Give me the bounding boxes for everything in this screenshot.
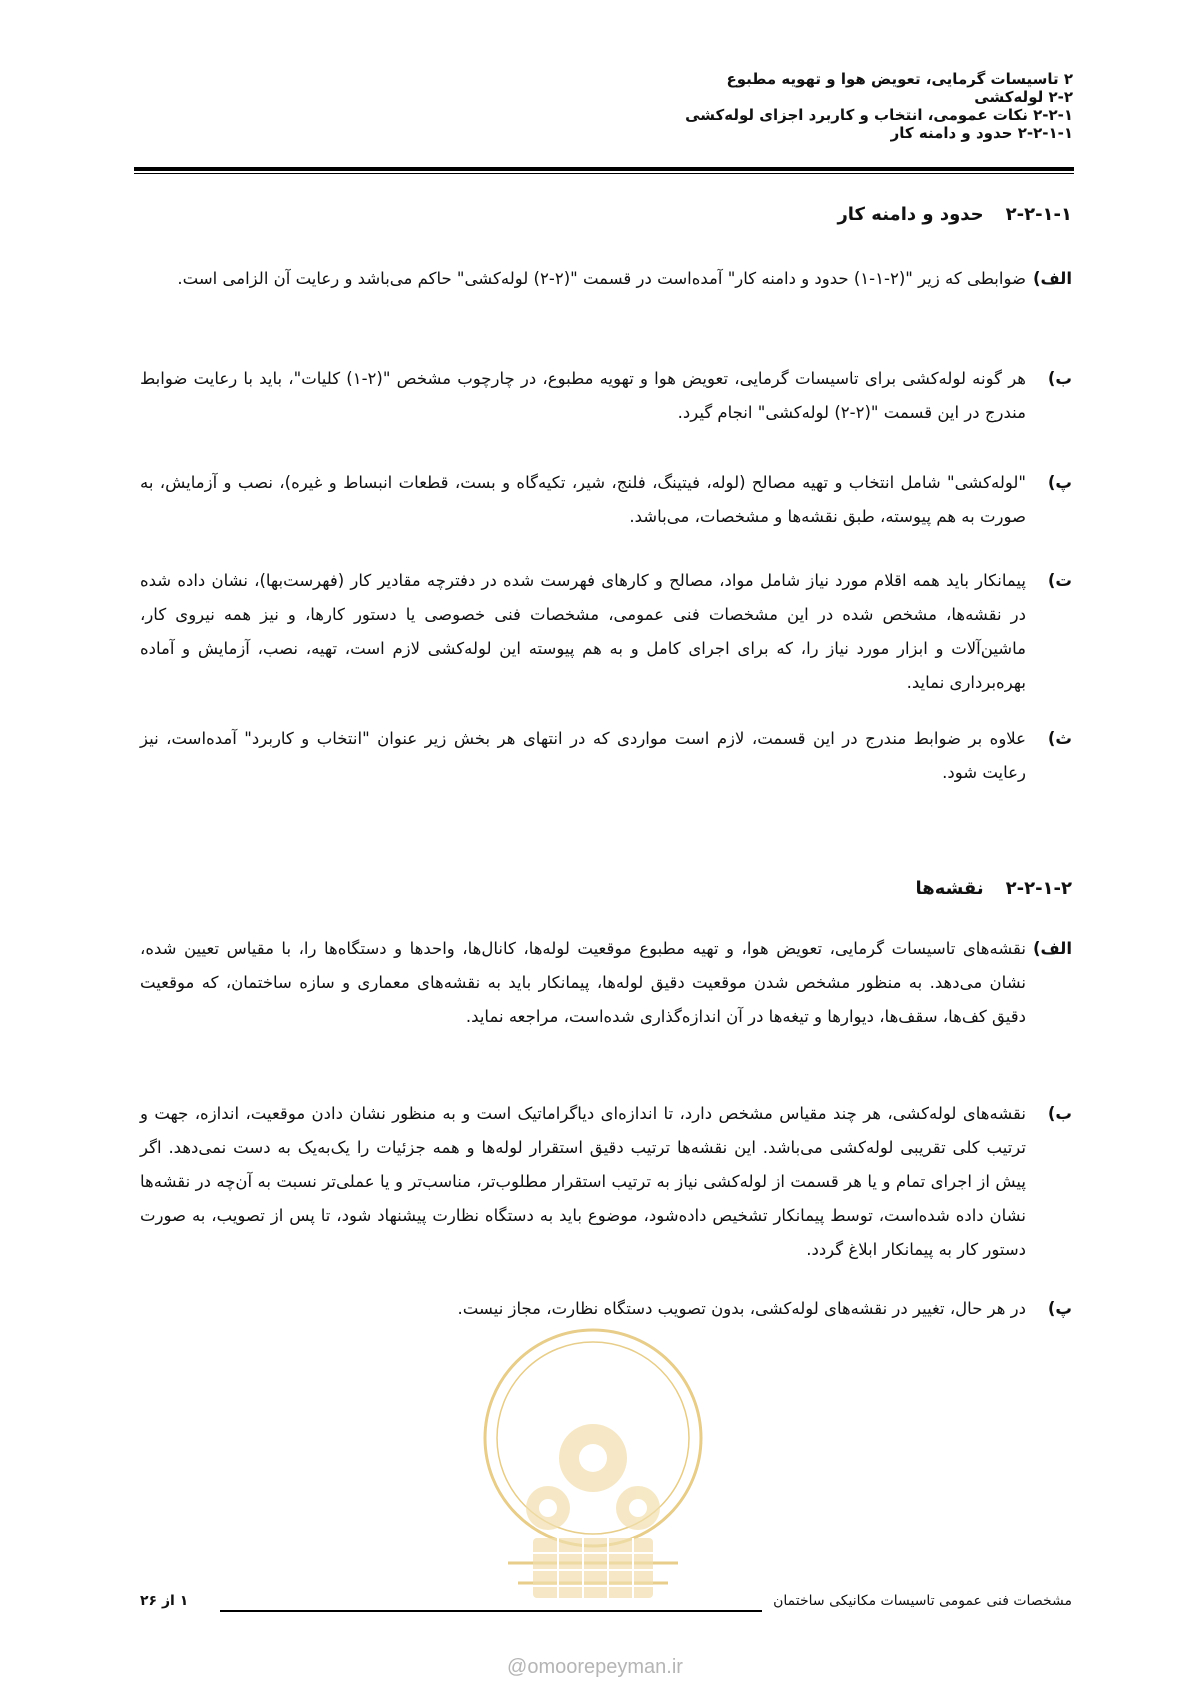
page-header (137, 70, 1073, 142)
header-divider-thick (134, 167, 1074, 171)
section-1-item-te (140, 564, 1072, 700)
item-text: "لوله‌کشی" شامل انتخاب و تهیه مصالح (لوله، فیتینگ، فلنج، شیر، تکیه‌گاه و بست، قطعات انبساط و غیره)، نصب و آزمایش، به صورت به هم پیوسته، طبق نقشه‌ها و مشخصات، می‌باشد. (140, 473, 1026, 526)
section-1-item-be (140, 362, 1072, 430)
footer-divider (220, 1610, 762, 1612)
item-text: هر گونه لوله‌کشی برای تاسیسات گرمایی، تعویض هوا و تهویه مطبوع، در چارچوب مشخص "(۲-۱) کلیات"، باید با رعایت ضوابط مندرج در این قسمت "(۲-۲) لوله‌کشی" انجام گیرد. (140, 369, 1026, 422)
seal-logo-icon (478, 1308, 708, 1608)
item-text: ضوابطی که زیر "(۲-۱-۱) حدود و دامنه کار" آمده‌است در قسمت "(۲-۲) لوله‌کشی" حاکم می‌باشد و رعایت آن الزامی است. (177, 269, 1026, 288)
item-marker: ب) (1047, 369, 1072, 388)
item-marker: پ) (1047, 1299, 1072, 1318)
header-line-1: ۲ تاسیسات گرمایی، تعویض هوا و تهویه مطبوع (726, 70, 1073, 88)
header-line-4: ۲-۲-۱-۱ حدود و دامنه کار (890, 124, 1073, 142)
header-divider-thin (134, 173, 1074, 174)
header-line-2: ۲-۲ لوله‌کشی (974, 88, 1073, 106)
page-number: ۱ از ۲۶ (140, 1593, 189, 1609)
item-marker: ب) (1047, 1104, 1072, 1123)
section-1-title: حدود و دامنه کار (837, 204, 984, 225)
page-footer (140, 1593, 1072, 1623)
item-marker: پ) (1047, 473, 1072, 492)
item-marker: الف) (1032, 269, 1072, 288)
header-line-3: ۲-۲-۱ نکات عمومی، انتخاب و کاربرد اجزای لوله‌کشی (685, 106, 1073, 124)
section-2-heading (140, 876, 1072, 902)
section-1-item-pe (140, 466, 1072, 534)
item-text: پیمانکار باید همه اقلام مورد نیاز شامل مواد، مصالح و کارهای فهرست شده در دفترچه مقادیر کار (فهرست‌بها)، نشان داده شده در نقشه‌ها، مشخص شده در این مشخصات فنی عمومی، مشخصات فنی خصوصی یا دستور کارها، و نیز همه نیروی کار، ماشین‌آلات و ابزار مورد نیاز را، که برای اجرای کامل و به هم پیوسته این لوله‌کشی لازم است، تهیه، نصب، آزمایش و آماده بهره‌برداری نماید. (140, 571, 1026, 692)
section-2-item-alef (140, 932, 1072, 1034)
section-1-number: ۲-۲-۱-۱ (1005, 204, 1072, 225)
footer-title: مشخصات فنی عمومی تاسیسات مکانیکی ساختمان (773, 1593, 1072, 1609)
item-text: علاوه بر ضوابط مندرج در این قسمت، لازم است مواردی که در انتهای هر بخش زیر عنوان "انتخاب و کاربرد" آمده‌است، نیز رعایت شود. (140, 729, 1026, 782)
item-text: نقشه‌های تاسیسات گرمایی، تعویض هوا، و تهیه مطبوع موقعیت لوله‌ها، کانال‌ها، واحدها و دستگاه‌ها را، با مقیاس تعیین شده، نشان می‌دهد. به منظور مشخص شدن موقعیت دقیق لوله‌ها، پیمانکار باید به نقشه‌های معماری و سازه ساختمان، که موقعیت دقیق کف‌ها، سقف‌ها، دیوارها و تیغه‌ها در آن اندازه‌گذاری شده‌است، مراجعه نماید. (140, 939, 1026, 1026)
item-marker: ت) (1047, 571, 1072, 590)
section-1-item-se (140, 722, 1072, 790)
item-text: در هر حال، تغییر در نقشه‌های لوله‌کشی، بدون تصویب دستگاه نظارت، مجاز نیست. (457, 1299, 1026, 1318)
item-marker: الف) (1032, 939, 1072, 958)
item-marker: ث) (1047, 729, 1072, 748)
section-2-title: نقشه‌ها (915, 878, 984, 899)
section-2-item-be (140, 1097, 1072, 1267)
section-2-number: ۲-۲-۱-۲ (1005, 878, 1072, 899)
watermark-url: @omoorepeyman.ir (507, 1656, 683, 1678)
item-text: نقشه‌های لوله‌کشی، هر چند مقیاس مشخص دارد، تا اندازه‌ای دیاگراماتیک است و به منظور نشان دادن موقعیت، اندازه، جهت و ترتیب کلی تقریبی لوله‌کشی می‌باشد. این نقشه‌ها ترتیب دقیق استقرار لوله‌ها و همه جزئیات را یک‌به‌یک به دست نمی‌دهد. اگر پیش از اجرای تمام و یا هر قسمت از لوله‌کشی نیاز به ترتیب استقرار مطلوب‌تر، مناسب‌تر و یا عملی‌تر نسبت به آن‌چه در نقشه‌ها نشان داده شده‌است، توسط پیمانکار تشخیص داده‌شود، موضوع باید به دستگاه نظارت پیشنهاد شود، تا پس از تصویب، به صورت دستور کار به پیمانکار ابلاغ گردد. (140, 1104, 1026, 1259)
section-1-heading (140, 202, 1072, 228)
section-1-item-alef (140, 262, 1072, 296)
